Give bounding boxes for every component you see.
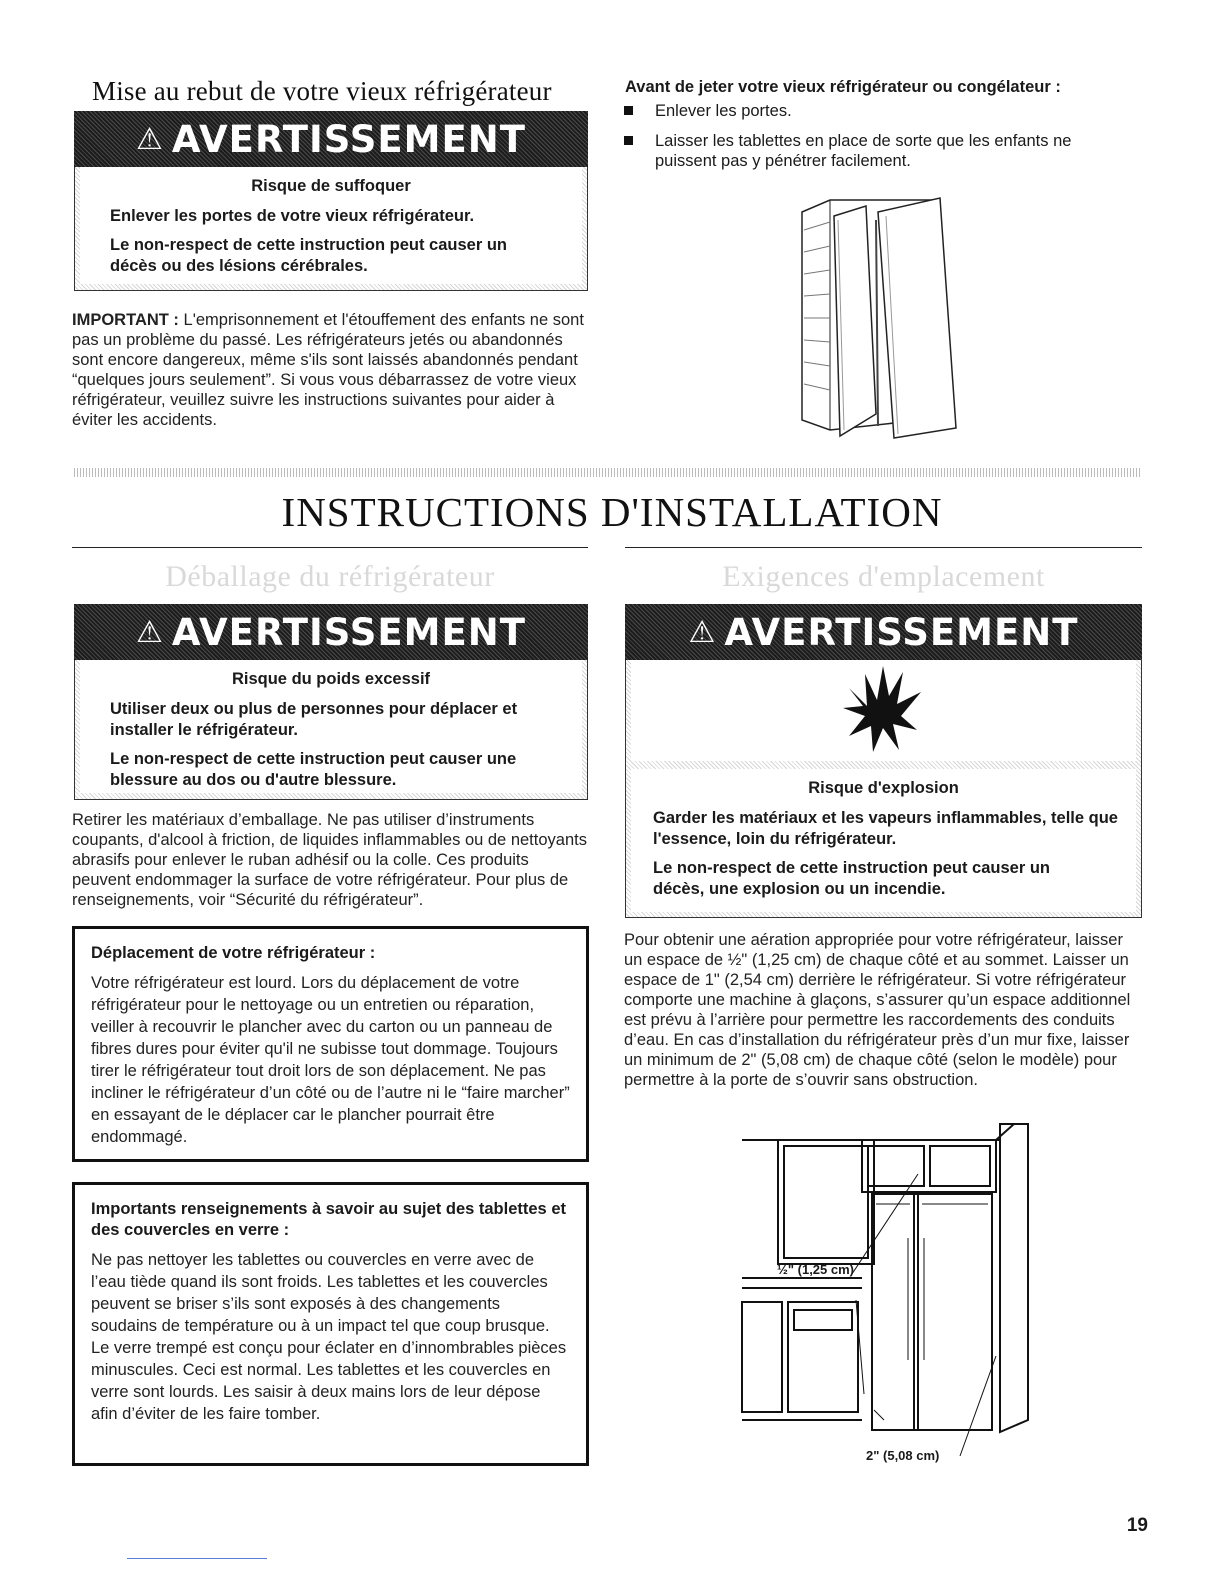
right-column-rule <box>625 547 1142 548</box>
warning-body <box>80 167 582 284</box>
important-text: L'emprisonnement et l'étouffement des enfants ne sont pas un problème du passé. Les réfrigérateurs jetés ou abandonnés sont encore dangereux, même s'ils sont laissés abandonnés pendant “quelques jours seulement”. Si vous vous débarrassez de votre vieux réfrigérateur, veuillez suivre les instructions suivantes pour aider à éviter les accidents. <box>72 311 584 429</box>
explosion-icon-panel <box>631 660 1136 761</box>
half-inch-clearance-label: ½" (1,25 cm) <box>777 1262 854 1277</box>
warning-instruction: Garder les matériaux et les vapeurs inflammables, telle que l'essence, loin du réfrigérateur. <box>653 809 1118 848</box>
warning-hazard: Risque du poids excessif <box>231 670 431 688</box>
section-title-unpacking: Déballage du réfrigérateur <box>165 560 495 593</box>
refrigerator-doors-removed-illustration <box>790 190 980 450</box>
warning-consequence: Le non-respect de cette instruction peut causer un décès ou des lésions cérébrales. <box>110 236 507 275</box>
list-item <box>622 101 1122 121</box>
glass-shelves-text: Ne pas nettoyer les tablettes ou couvercles en verre avec de l’eau tiède quand ils sont froids. Les tablettes et les couvercles peuvent se briser s’ils sont exposés à des changements soudains de température ou à un impact tel que coup brusque. Le verre trempé est conçu pour éclater en d’innombrables pièces minuscules. Ceci est normal. Les tablettes et les couvercles en verre sont lourds. Les saisir à deux mains lors de leur dépose afin d’éviter de les faire tomber. <box>91 1251 567 1423</box>
page-number: 19 <box>1126 1515 1148 1536</box>
important-paragraph <box>72 310 592 430</box>
bullet-icon <box>624 136 633 145</box>
warning-header <box>74 111 588 167</box>
footer-rule <box>127 1558 267 1559</box>
page-title: INSTRUCTIONS D'INSTALLATION <box>281 489 943 535</box>
section-title-location: Exigences d'emplacement <box>722 560 1045 593</box>
warning-consequence: Le non-respect de cette instruction peut causer une blessure au dos ou d'autre blessure. <box>110 750 517 789</box>
warning-header <box>625 604 1142 660</box>
warning-body <box>631 769 1136 912</box>
warning-triangle-icon: ⚠ <box>136 121 164 157</box>
warning-instruction: Utiliser deux ou plus de personnes pour déplacer et installer le réfrigérateur. <box>110 700 518 739</box>
explosion-icon <box>843 666 923 758</box>
moving-info-title: Déplacement de votre réfrigérateur : <box>91 944 376 962</box>
warning-header-text: AVERTISSEMENT <box>171 610 526 654</box>
glass-shelves-title: Importants renseignements à savoir au sujet des tablettes et des couvercles en verre : <box>91 1200 566 1239</box>
bullet-icon <box>624 106 633 115</box>
disposal-steps-heading: Avant de jeter votre vieux réfrigérateur ou congélateur : <box>625 78 1061 96</box>
location-paragraph: Pour obtenir une aération appropriée pour votre réfrigérateur, laisser un espace de ½" (1,25 cm) de chaque côté et au sommet. Laisser un espace de 1" (2,54 cm) derrière le réfrigérateur. Si votre réfrigérateur comporte une machine à glaçons, s’assurer qu’un espace additionnel est prévu à l’arrière pour permettre les raccordements des conduits d’eau. En cas d’installation du réfrigérateur près d’un mur fixe, laisser un minimum de 2" (5,08 cm) de chaque côté (selon le modèle) pour permettre à la porte de s’ouvrir sans obstruction. <box>624 931 1131 1089</box>
section-divider <box>74 468 1142 477</box>
warning-header-text: AVERTISSEMENT <box>724 610 1079 654</box>
left-column-rule <box>72 547 588 548</box>
clearance-diagram <box>738 1120 1038 1480</box>
list-item <box>622 131 1122 171</box>
warning-hazard: Risque de suffoquer <box>251 177 411 195</box>
warning-body <box>80 660 582 793</box>
warning-hazard: Risque d'explosion <box>808 779 959 797</box>
warning-triangle-icon: ⚠ <box>688 614 717 650</box>
glass-shelves-info-box <box>72 1182 589 1466</box>
moving-info-box <box>72 926 589 1162</box>
warning-header <box>74 604 588 660</box>
warning-consequence: Le non-respect de cette instruction peut causer un décès, une explosion ou un incendie. <box>653 859 1050 898</box>
list-item-text: Enlever les portes. <box>655 102 792 120</box>
warning-triangle-icon: ⚠ <box>136 614 164 650</box>
important-label: IMPORTANT : <box>72 311 179 329</box>
section-title-disposal: Mise au rebut de votre vieux réfrigérateur <box>92 76 552 106</box>
unpacking-paragraph: Retirer les matériaux d’emballage. Ne pas utiliser d’instruments coupants, d'alcool à friction, de liquides inflammables ou de nettoyants abrasifs pour enlever le ruban adhésif ou la colle. Ces produits peuvent endommager la surface de votre réfrigérateur. Pour plus de renseignements, voir “Sécurité du réfrigérateur”. <box>72 811 587 909</box>
two-inch-clearance-label: 2" (5,08 cm) <box>866 1448 940 1463</box>
list-item-text: Laisser les tablettes en place de sorte que les enfants ne puissent pas y pénétrer facilement. <box>655 132 1072 170</box>
warning-instruction: Enlever les portes de votre vieux réfrigérateur. <box>110 207 475 225</box>
warning-header-text: AVERTISSEMENT <box>171 117 526 161</box>
moving-info-text: Votre réfrigérateur est lourd. Lors du déplacement de votre réfrigérateur pour le nettoyage ou un entretien ou réparation, veiller à recouvrir le plancher avec du carton ou un panneau de fibres dures pour éviter qu'il ne subisse tout dommage. Toujours tirer le réfrigérateur tout droit lors de son déplacement. Ne pas incliner le réfrigérateur d’un côté ou de l’autre ni le “faire marcher” en essayant de le déplacer car le plancher pourrait être endommagé. <box>91 974 570 1146</box>
